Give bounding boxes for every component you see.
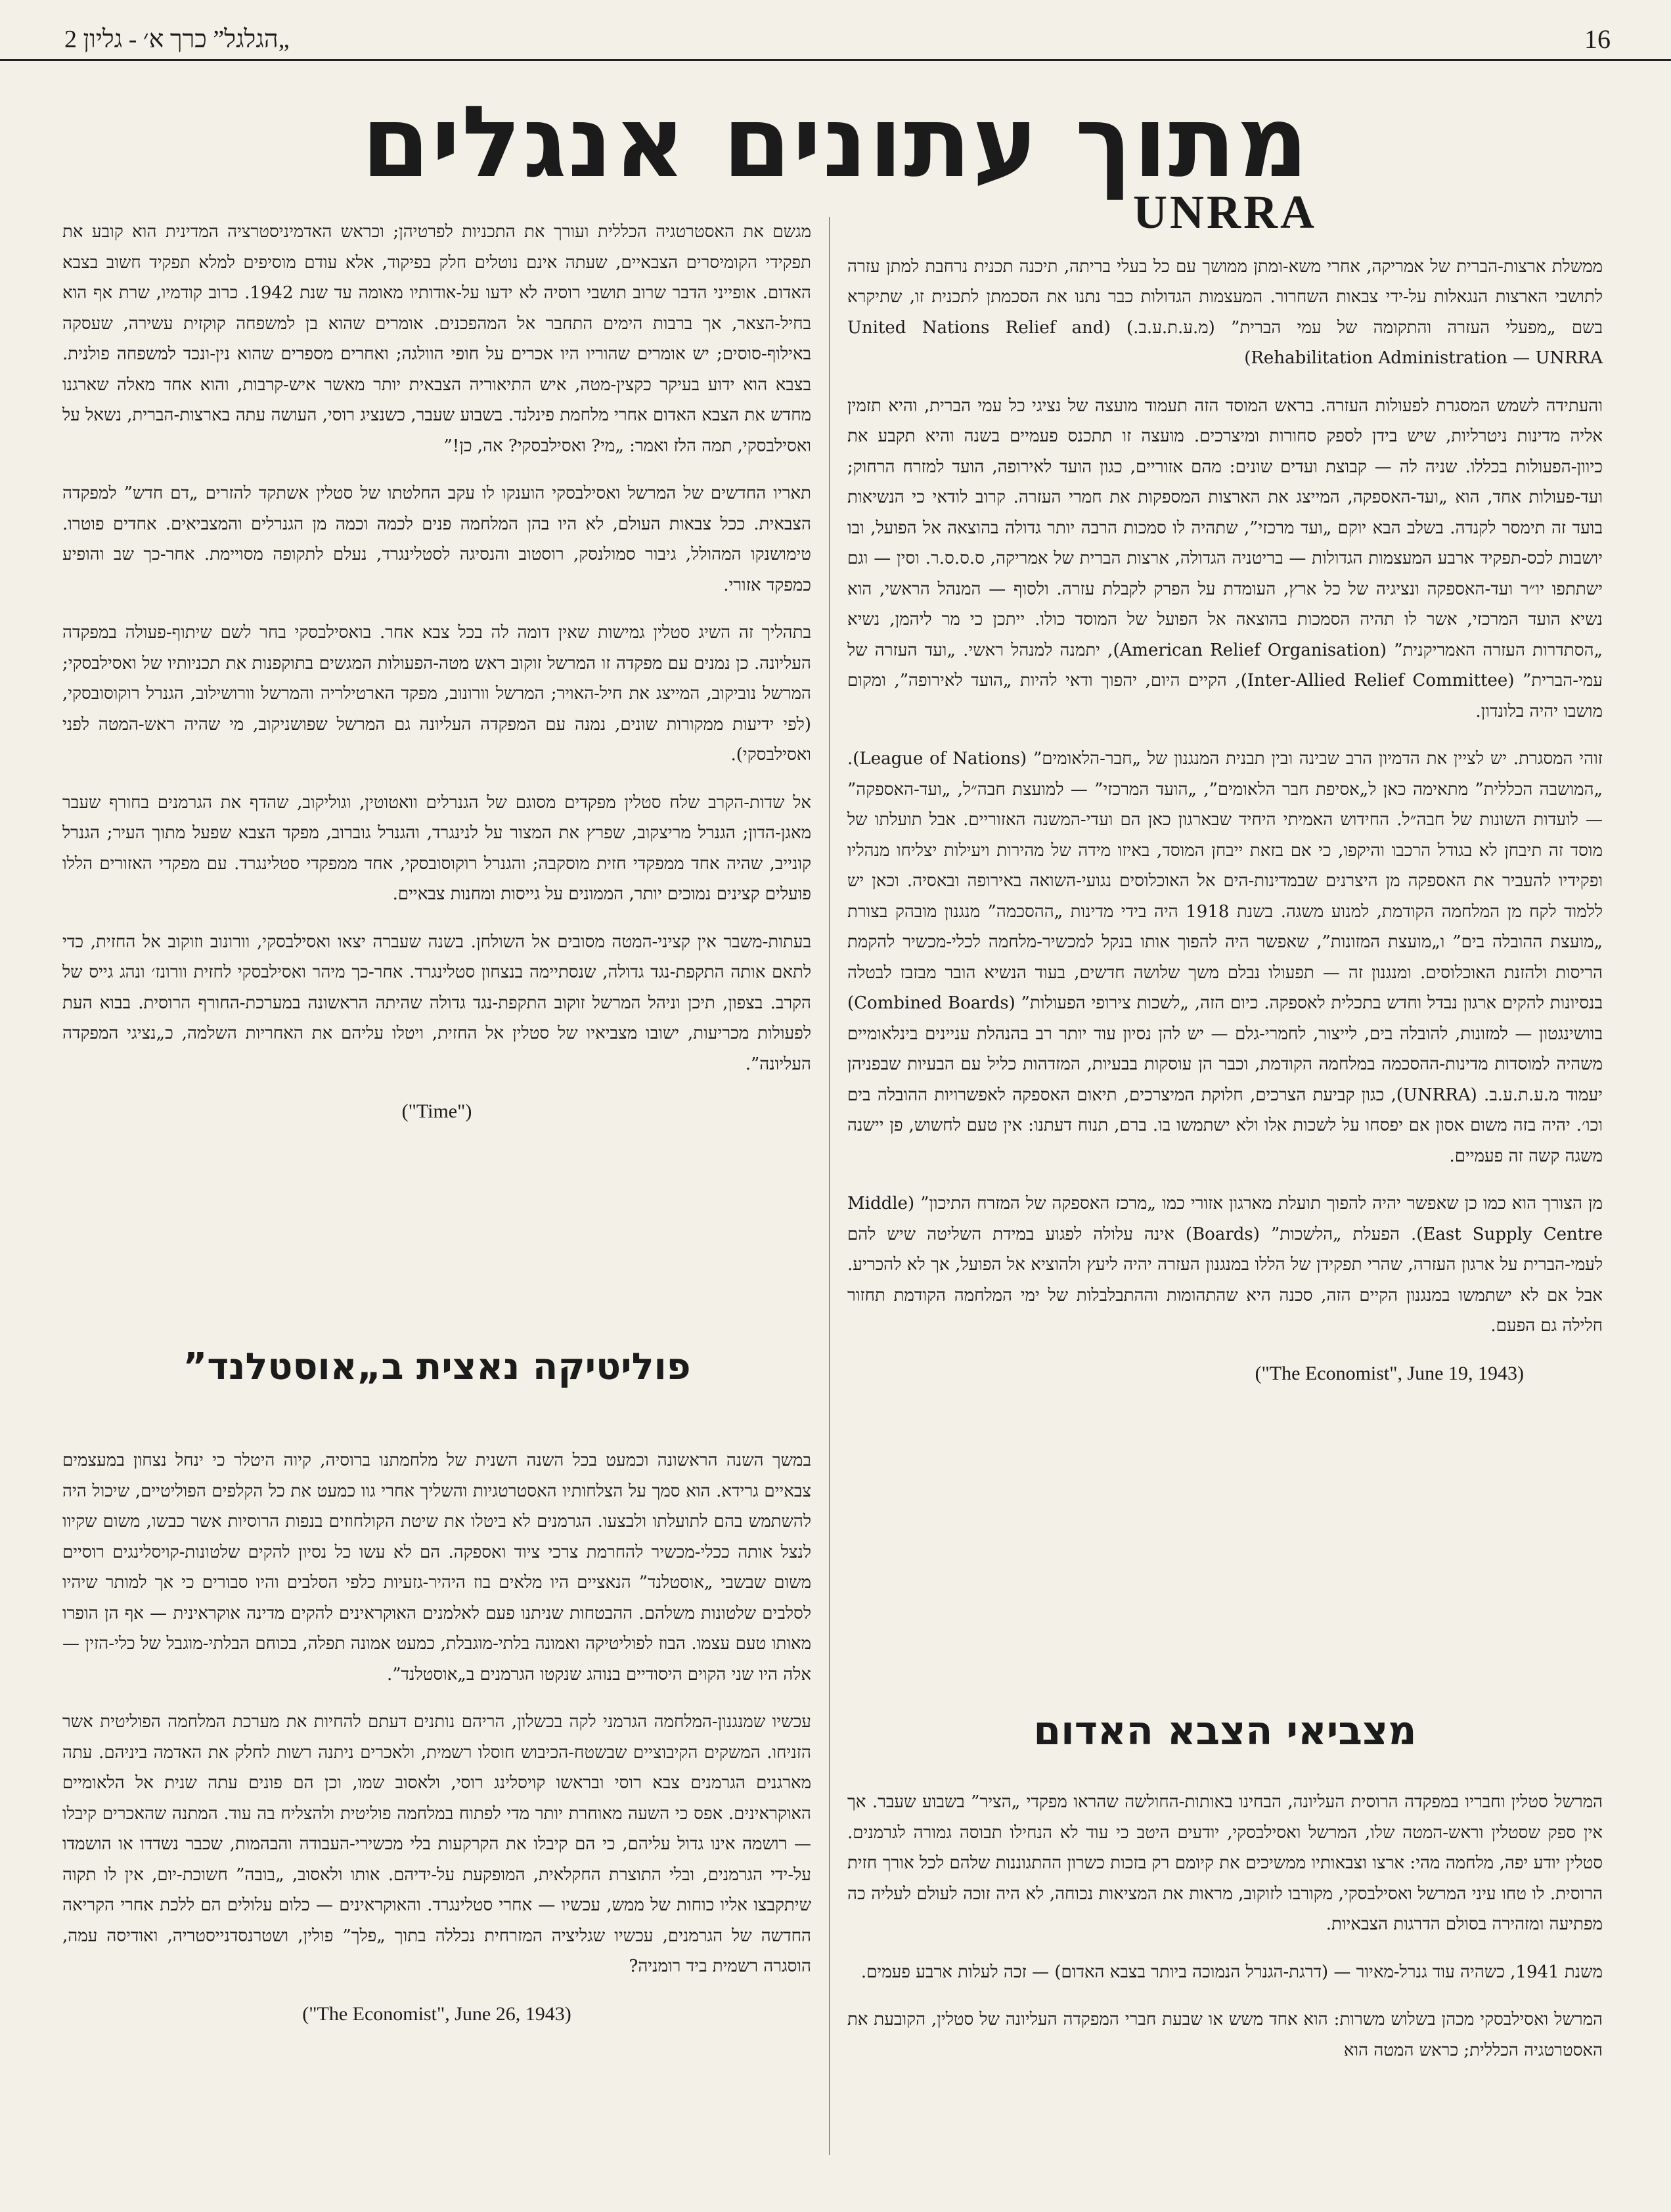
red-army-paragraph-1: המרשל סטלין וחבריו במפקדה הרוסית העליונה, הבחינו באותות-החולשה שהראו מפקדי „הציר” בשבוע שעבר. אך אין ספק שסטלין וראש-המטה שלו, המרשל ואסילבסקי, יודעים היטב כי עוד לא הנחילו תבוסה גמורה לגרמנים. סטלין יודע יפה, מלחמה מהי: ארצו וצבאותיו ממשיכים את קיומם רק בזכות כשרון ההתגוננות שלהם לכל אורך חזית הרוסית. לו טחו עיני המרשל ואסילבסקי, מקורבו לזוקוב, מראות את המציאות נכוחה, לא היה זוכה לעולם לעליה כה מפתיעה ומזהירה בסולם הדרגות הצבאיות.	[847, 1792, 1603, 1934]
red-army-paragraph-3: המרשל ואסילבסקי מכהן בשלוש משרות: הוא אחד משש או שבעת חברי המפקדה העליונה של סטלין, הקובעת את האסטרטגיה הכללית; כראש המטה הוא	[847, 2010, 1603, 2060]
time-source: ("Time")	[401, 1100, 472, 1122]
unrra-paragraph-2: והעתידה לשמש המסגרת לפעולות העזרה. בראש המוסד הזה תעמוד מועצה של נציגי כל עמי הברית, והיא תזמין אליה מדינות ניטרליות, שיש בידן לספק סחורות ומיצרכים. מועצה זו תתכנס פעמיים בשנה והיא תקבע את כיוון-הפעולות בכללו. שניה לה — קבוצת ועדים שונים: מהם אזוריים, כגון הועד לאירופה, הועד למזרח הרחוק; ועד-פעולות אחד, הוא „ועד-האספקה, המייצג את הארצות המספקות את חמרי העזרה. קרוב לודאי כי הנשיאות בועד זה תימסר לקנדה. בשלב הבא יוקם „ועד מרכזי”, שתהיה לו סמכות הרבה יותר גדולה בהוצאה אל הפועל, ובו יושבות לכס-תפקיד ארבע המעצמות הגדולות — בריטניה הגדולה, ארצות הברית של אמריקה, ס.ס.ס.ר. וסין — וגם ישתתפו יו״ר ועד-האספקה ונציגיה של כל ארץ, העומדת על הפרק לקבלת עזרה. ולסוף — המנהל הראשי, הוא נשיא הועד המרכזי, אשר לו תהיה הסמכות בהוצאה אל הפועל של המוסד כולו. ייתכן כי מר ליהמן, נשיא „הסתדרות העזרה האמריקנית” (American Relief Organisation), יתמנה למנהל ראשי. „ועד העזרה של עמי-הברית” (Inter-Allied Relief Committee), הקיים היום, יהפוך ודאי להיות „הועד לאירופה”, ומקום מושבו יהיה בלונדון.	[847, 395, 1603, 721]
red-army-headline: מצביאי הצבא האדום	[1033, 1708, 1417, 1754]
politics-paragraph-2: עכשיו שמנגנון-המלחמה הגרמני לקה בכשלון, הריהם נותנים דעתם להחיות את מערכת המלחמה הפוליטית אשר הזניחו. המשקים הקיבוציים שבשטח-הכיבוש חוסלו רשמית, ולאכרים ניתנה רשות לחלק את האדמה ביניהם. עתה מארגנים הגרמנים צבא רוסי ובראשו קויסלינג רוסי, ולאסוב שמו, וכן הם פונים עתה שנית אל הלאומיים האוקראינים. אפס כי השעה מאוחרת יותר מדי לפתוח במלחמה פוליטית ולהצליח בה עוד. המתנה שהאכרים קיבלו — רושמה אינו גדול עליהם, כי הם קיבלו את הקרקעות בלי מכשירי-העבודה והבהמות, שכבר נשדדו או הושמדו על-ידי הגרמנים, ובלי התוצרת החקלאית, המופקעת על-ידיהם. אותו ולאסוב, „בובה” חשוכת-יום, אין לו תקוה שיתקבצו אליו כוחות של ממש, עכשיו — אחרי סטלינגרד. והאוקראינים — כלום עלולים הם ללכת אחרי הקריאה החדשה של הגרמנים, עכשיו שגליציה המזרחית נכללה בתוך „פלך” פולין, ושטרנסדנייסטריה, ואודיסה עמה, הוסגרה רשמית ביד רומניה?	[62, 1712, 811, 1976]
red-army-paragraph-2: משנת 1941, כשהיה עוד גנרל-מאיור — (דרגת-הגנרל הנמוכה ביותר בצבא האדום) — זכה לעלות ארבע פעמים.	[860, 1962, 1603, 1982]
continuation-paragraph-2: תאריו החדשים של המרשל ואסילבסקי הוענקו לו עקב החלטתו של סטלין אשתקד להזרים „דם חדש” למפקדה הצבאית. ככל צבאות העולם, לא היו בהן המלחמה פנים לכמה וכמה מן הגנרלים והמצביאים. אחדים פוטרו. טימושנקו המהולל, גיבור סמולנסק, רוסטוב והנסיגה לסטלינגרד, נעלם לתקופה מסויימת. אחר-כך שב והופיע כמפקד אזורי.	[62, 484, 811, 595]
page-number: 16	[1584, 24, 1611, 54]
column-divider	[829, 217, 830, 2155]
unrra-paragraph-4: מן הצורך הוא כמו כן שאפשר יהיה להפוך תועלת מארגון אזורי כמו „מרכז האספקה של המזרח התיכון” (Middle East Supply Centre). הפעלת „הלשכות” (Boards) אינה עלולה לפגוע במידת השליטה שיש להם לעמי-הברית על ארגון העזרה, שהרי תפקידן של הללו במנגנון העזרה יהיה ליעץ ולהוציא אל הפועל, אך לא להכריע. אבל אם לא ישתמשו במנגנון הקיים הזה, סכנה היא שהתהומות וההתבלבלות של ימי המלחמה הקודמת תחזור חלילה גם הפעם.	[847, 1194, 1603, 1336]
unrra-headline: UNRRA	[1133, 186, 1317, 238]
continuation-paragraph-4: אל שדות-הקרב שלח סטלין מפקדים מסוגם של הגנרלים וואטוטין, וגוליקוב, שהדף את הגרמנים בחורף שעבר מאגן-הדון; הגנרל מריצקוב, שפרץ את המצור על לנינגרד, והגנרל גוברוב, מפקד הצבא שפעל מתוך העיר; הגנרל קונייב, שהיה אחד ממפקדי חזית מוסקבה; והגנרל רוקוסובסקי, אחד ממפקדי סטלינגרד. עם מפקדי האזורים הללו פועלים קצינים נמוכים יותר, הממונים על גייסות ומחנות צבאיים.	[62, 792, 811, 904]
politics-article	[62, 1445, 811, 2029]
commanders-continuation	[62, 217, 811, 1127]
continuation-paragraph-3: בתהליך זה השיג סטלין גמישות שאין דומה לה בכל צבא אחר. בואסילבסקי בחר לשם שיתוף-פעולה במפקדה העליונה. כן נמנים עם מפקדה זו המרשל זוקוב ראש מטה-הפעולות המגשים בתוקפנות את תכניותיו של ואסילבסקי; המרשל נוביקוב, המייצג את חיל-האויר; המרשל וורונוב, מפקד הארטילריה והמרשל וורושילוב, הגנרל רוקוסובסקי, (לפי ידיעות ממקורות שונים, נמנה עם המפקדה העליונה גם המרשל שפושניקוב, מי שהיה ראש-המטה לפני ואסילבסקי).	[62, 623, 811, 765]
unrra-article	[847, 186, 1603, 1389]
unrra-source: ("The Economist", June 19, 1943)	[1255, 1362, 1524, 1384]
politics-paragraph-1: במשך השנה הראשונה וכמעט בכל השנה השנית של מלחמתנו ברוסיה, קיוה היטלר כי ינחל נצחון במעצמים צבאיים גרידא. הוא סמך על הצלחותיו האסטרטגיות והשליך אחרי גוו כמעט את כל הקלפים הפוליטיים, שיכול היה להשתמש בהם לתועלתו ולבצעו. הגרמנים לא ביטלו את שיטת הקולחוזים בנפות הרוסיות אשר כבשו, משום שקיוו לנצל אותה ככלי-מכשיר להחרמת צרכי ציוד ואספקה. הם לא עשו כל נסיון להקים שלטונות-קויסלינגים רוסיים משום שבשבי „אוסטלנד” הנאציים היו מלאים בוז היהיר-גזעיות כלפי הסלבים והיו סבורים כי אך למותר שיהיו לסלבים שלטונות משלהם. ההבטחות שניתנו פעם לאלמנים האוקראינים להקים מדינה אוקראינית — אף הן הופרו מאותו טעם עצמו. הבוז לפוליטיקה ואמונה בלתי-מוגבלת, כמעט אמונה תפלה, בכוחם הבלתי-מוגבל של כלי-הזין — אלה היו שני הקוים היסודיים בנוהג שנקטו הגרמנים ב„אוסטלנד”.	[62, 1451, 812, 1684]
running-head	[0, 20, 1671, 61]
politics-headline: פוליטיקה נאצית ב„אוסטלנד”	[183, 1345, 691, 1388]
red-army-article	[847, 1787, 1603, 2083]
continuation-paragraph-5: בעתות-משבר אין קציני-המטה מסובים אל השולחן. בשנה שעברה יצאו ואסילבסקי, וורונוב וזוקוב אל החזית, כדי לתאם אותה התקפת-נגד גדולה, שנסתיימה בנצחון סטלינגרד. אחר-כך מיהר ואסילבסקי לחזית וורונז׳ ונהג גייס של הקרב. בצפון, תיכן וניהל המרשל זוקוב התקפת-נגד גדולה שהיתה הראשונה במערכת-החורף הרוסית. בבוא העת לפעולות מכריעות, ישובו מצביאיו של סטלין אל החזית, ויטלו עליהם את האחריות השלמה, כ„נציגי המפקדה העליונה”.	[62, 932, 811, 1074]
page-title: מתוך עתונים אנגלים	[361, 85, 1310, 200]
issue-label: „הגלגל” כרך א׳ - גליון 2	[64, 26, 290, 53]
continuation-paragraph-1: מגשם את האסטרטגיה הכללית ועורך את התכניות לפרטיהן; וכראש האדמיניסטרציה המדינית הוא קובע את תפקידי הקומיסרים הצבאיים, שעתה אינם נוטלים חלק בפיקוד, אלא עודם מוסיפים למלא תפקיד חשוב בצבא האדום. אופייני הדבר שרוב תושבי רוסיה לא ידעו על-אודותיו מאומה עד שנת 1942. כרוב קודמיו, שרת אף הוא בחיל-הצאר, אך ברבות הימים התחבר אל המהפכנים. אומרים שהוא בן למשפחה קוקזית עשירה, שעסקה באילוף-סוסים; יש אומרים שהוריו היו אכרים על חופי הוולגה; ואחרים מספרים שהוא נין-ונכד למשפחה פולנית. בצבא הוא ידוע בעיקר כקצין-מטה, איש התיאוריה הצבאית יותר מאשר איש-קרבות, והוא אחד מאלה שארגנו מחדש את הצבא האדום אחרי מלחמת פינלנד. בשבוע שעבר, כשנציג רוסי, העושה עתה בארצות-הברית, נשאל על ואסילבסקי, תמה הלז ואמר: „מי? ואסילבסקי? אה, כן!”	[62, 222, 811, 456]
unrra-paragraph-3: זוהי המסגרת. יש לציין את הדמיון הרב שבינה ובין תבנית המנגנון של „חבר-הלאומים” (League of Nations). „המושבה הכללית” מתאימה כאן ל„אסיפת חבר הלאומים”, „הועד המרכזי” — למועצת חבה״ל, „ועד-האספקה” — לועדות השונות של חבה״ל. החידוש האמיתי היחיד שבארגון כאן הם ועדי-המשנה האזוריים. אבל תועלתו של מוסד זה תיבחן לא בגודל הרכבו והיקפו, כי אם בזאת ייבחן המוסד, באיזו מידה של מהירות ויעילות יצליחו מנהליו ופקידיו להעביר את האספקה מן היצרנים שבמדינות-הים אל האוכלוסים נגועי-השואה באירופה ובאסיה. וכאן יש ללמוד לקח מן המלחמה הקודמת, למנוע משגה. בשנת 1918 היה בידי מדינות „ההסכמה” מנגנון מובהק בצורת „מועצת ההובלה בים” ו„מועצת המזונות”, שאפשר היה להפוך אותו בנקל למכשיר-מלחמה לכלי-מכשיר להקמת הריסות ולהזנת האוכלוסים. ומנגנון זה — תפעולו נבלם משך שלושה חדשים, בעוד הנשיא הובר מבזבז לבטלה בנסיונות להקים ארגון נבדל וחדש בתכלית לאספקה. כיום הזה, „לשכות צירופי הפעולות” (Combined Boards) בוושינגטון — למזונות, להובלה בים, לייצור, לחמרי-גלם — יש להן נסיון עוד יותר רב בהנהלת עניינים בינלאומיים משהיה למוסדות מדינות-ההסכמה במלחמה הקודמת, וכבר הן עוסקות בבעיות, המזדהות כליל עם הבעיות שבפניהן יעמוד מ.ע.ת.ע.ב. (UNRRA), כגון קביעת הצרכים, חלוקת המיצרכים, תיאום האספקה לאפשרויות ההובלה בים וכו׳. יהיה בזה משום אסון אם יפסחו על לשכות אלו ולא ישתמשו בו. ברם, תנוח דעתנו: אין טעם לחשוש, פן יישנה משגה קשה זה פעמיים.	[847, 749, 1603, 1166]
politics-source: ("The Economist", June 26, 1943)	[302, 2002, 571, 2025]
unrra-paragraph-1: ממשלת ארצות-הברית של אמריקה, אחרי משא-ומתן ממושך עם כל בעלי בריתה, תיכנה תכנית נרחבת למתן עזרה לתושבי הארצות הנגאלות על-ידי צבאות השחרור. המעצמות הגדולות כבר נתנו את הסכמתן לתכנית זו, שתיקרא בשם „מפעלי העזרה והתקומה של עמי הברית” (מ.ע.ת.ע.ב.) (United Nations Relief and Rehabilitation Administration — UNRRA)	[847, 256, 1603, 368]
